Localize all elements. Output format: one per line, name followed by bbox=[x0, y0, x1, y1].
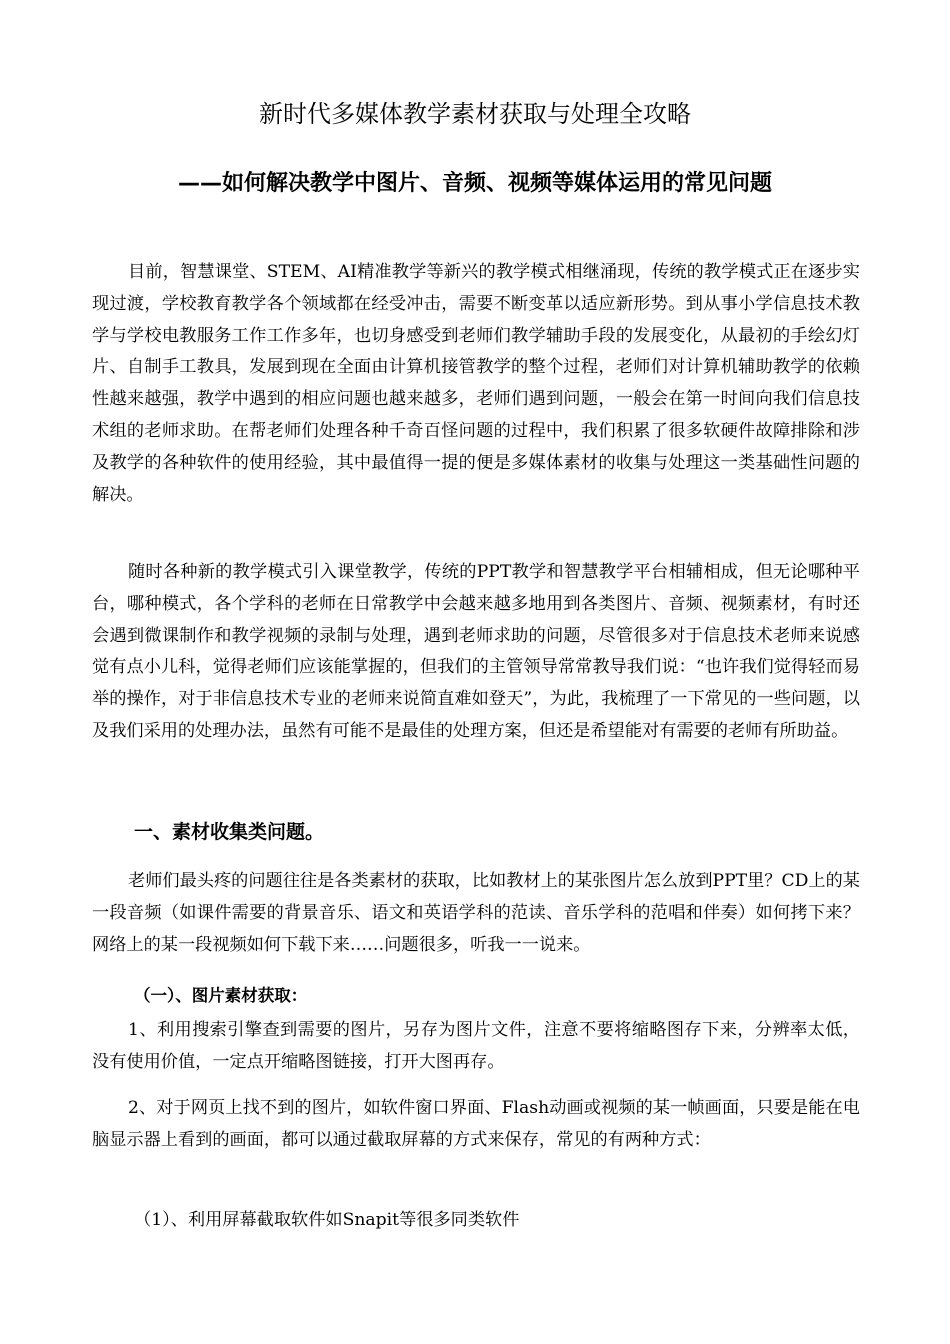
subsection-1-item-1: 1、利用搜索引擎查到需要的图片，另存为图片文件，注意不要将缩略图存下来，分辨率太低，没有使用价值，一定点开缩略图链接，打开大图再存。 bbox=[92, 1020, 860, 1072]
section-1-heading: 一、素材收集类问题。 bbox=[134, 821, 325, 843]
document-title: 新时代多媒体教学素材获取与处理全攻略 bbox=[259, 100, 691, 128]
section-1-intro: 老师们最头疼的问题往往是各类素材的获取，比如教材上的某张图片怎么放到PPT里？CD上的某一段音频（如课件需要的背景音乐、语文和英语学科的范读、音乐学科的范唱和伴奏）如何拷下来？网络上的某一段视频如何下载下来……问题很多，听我一一说来。 bbox=[92, 871, 860, 955]
subsection-1-heading: （一）、图片素材获取： bbox=[134, 986, 308, 1005]
intro-paragraph-1: 目前，智慧课堂、STEM、AI精准教学等新兴的教学模式相继涌现，传统的教学模式正在逐步实现过渡，学校教育教学各个领域都在经受冲击，需要不断变革以适应新形势。到从事小学信息技术教学与学校电教服务工作工作多年，也切身感受到老师们教学辅助手段的发展变化，从最初的手绘幻灯片、自制手工教具，发展到现在全面由计算机接管教学的整个过程，老师们对计算机辅助教学的依赖性越来越强，教学中遇到的相应问题也越来越多，老师们遇到问题，一般会在第一时间向我们信息技术组的老师求助。在帮老师们处理各种千奇百怪问题的过程中，我们积累了很多软硬件故障排除和涉及教学的各种软件的使用经验，其中最值得一提的便是多媒体素材的收集与处理这一类基础性问题的解决。 bbox=[92, 262, 860, 505]
document-subtitle: ——如何解决教学中图片、音频、视频等媒体运用的常见问题 bbox=[177, 171, 772, 196]
method-1-line: （1）、利用屏幕截取软件如Snapit等很多同类软件 bbox=[134, 1210, 520, 1230]
subsection-1-item-2: 2、对于网页上找不到的图片，如软件窗口界面、Flash动画或视频的某一帧画面，只要是能在电脑显示器上看到的画面，都可以通过截取屏幕的方式来保存，常见的有两种方式： bbox=[92, 1098, 860, 1150]
intro-paragraph-2: 随时各种新的教学模式引入课堂教学，传统的PPT教学和智慧教学平台相辅相成，但无论哪种平台，哪种模式，各个学科的老师在日常教学中会越来越多地用到各类图片、音频、视频素材，有时还会遇到微课制作和教学视频的录制与处理，遇到老师求助的问题，尽管很多对于信息技术老师来说感觉有点小儿科，觉得老师们应该能掌握的，但我们的主管领导常常教导我们说：“也许我们觉得轻而易举的操作，对于非信息技术专业的老师来说简直难如登天”，为此，我梳理了一下常见的一些问题，以及我们采用的处理办法，虽然有可能不是最佳的处理方案，但还是希望能对有需要的老师有所助益。 bbox=[92, 562, 860, 741]
